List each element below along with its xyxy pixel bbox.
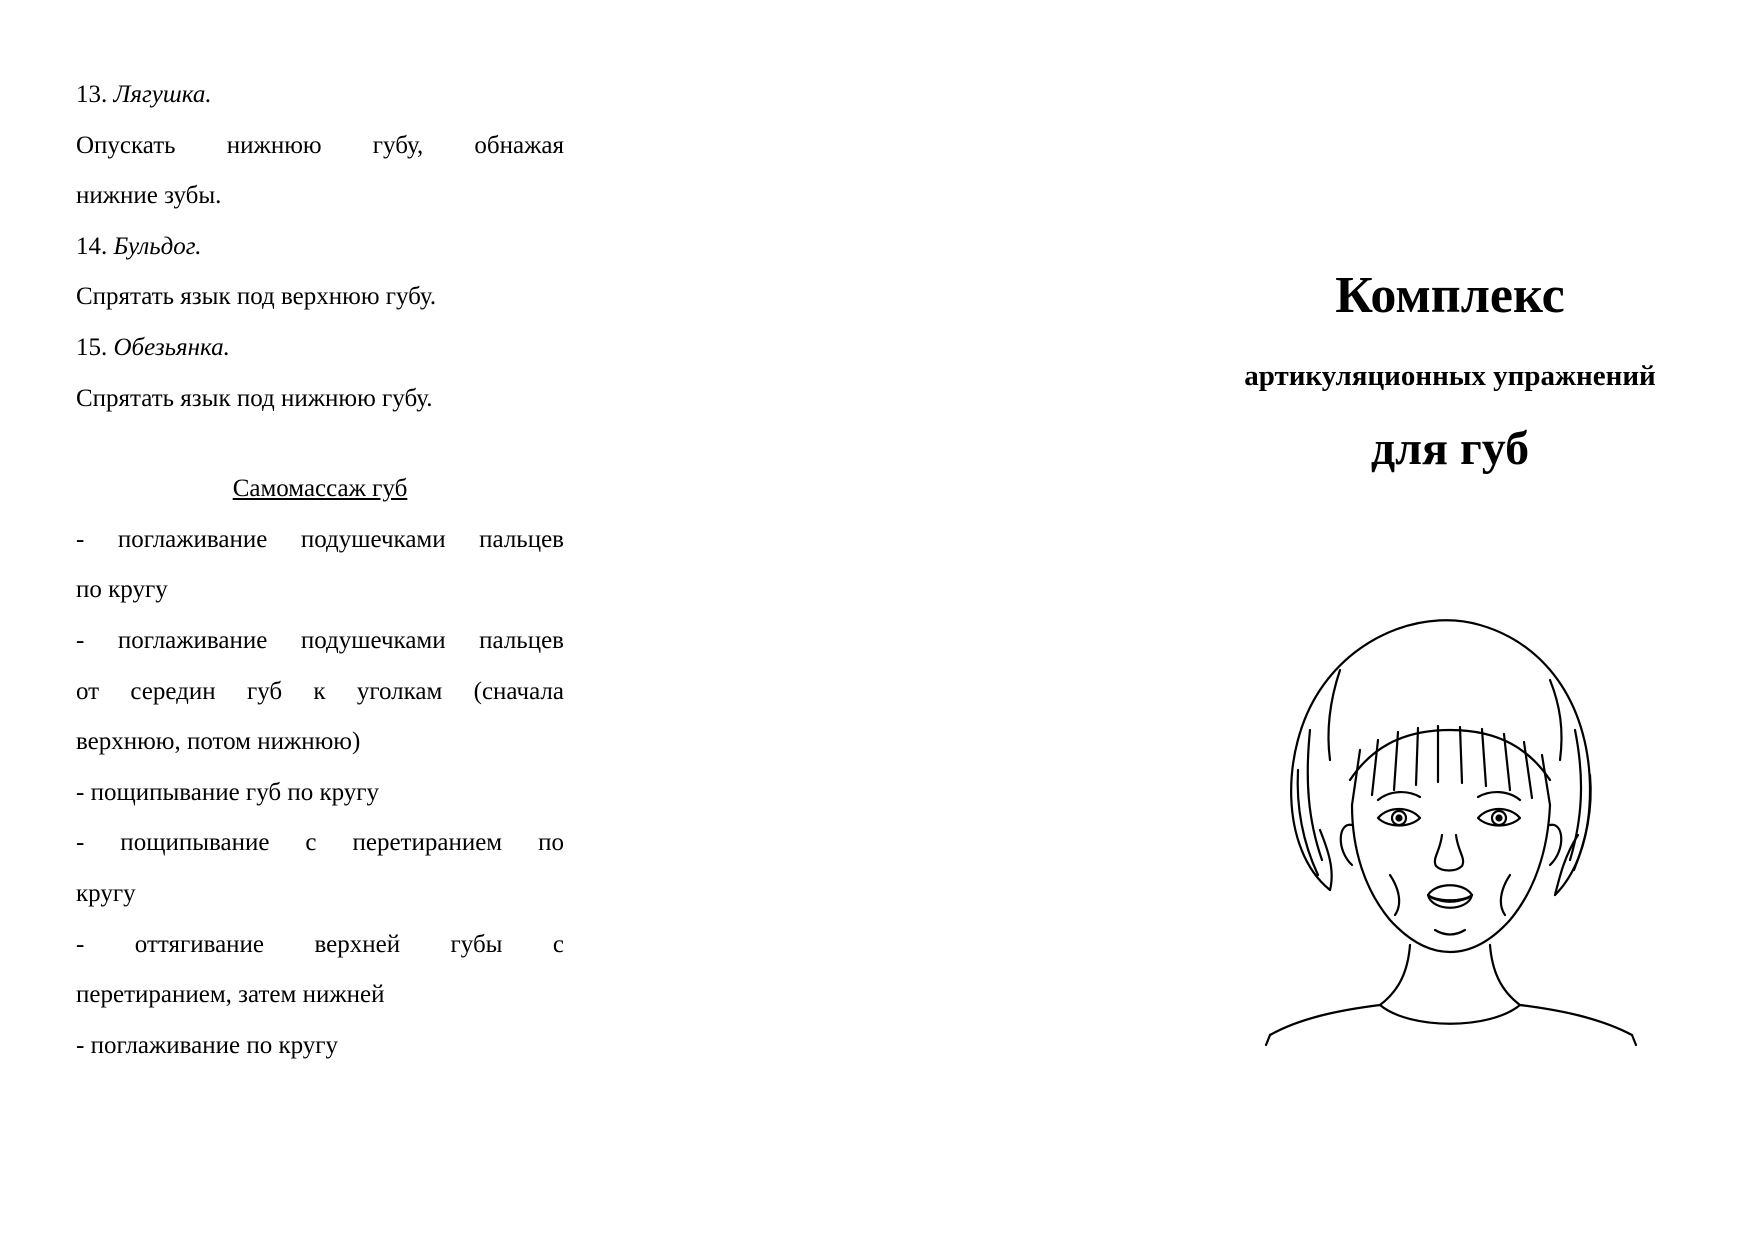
massage-line: - пощипывание губ по кругу xyxy=(76,778,380,806)
exercise-14-heading xyxy=(76,222,564,273)
child-face-illustration-icon xyxy=(1260,590,1640,1050)
massage-line: от середин губ к уголкам (сначала xyxy=(76,677,564,705)
cover-title-main: Комплекс xyxy=(1335,267,1565,324)
massage-heading: Самомассаж губ xyxy=(232,475,408,503)
exercise-13-text-line-1: Опускать нижнюю губу, обнажая xyxy=(76,131,564,159)
exercise-13-text-line-2: нижние зубы. xyxy=(76,182,222,210)
massage-line: перетиранием, затем нижней xyxy=(76,981,385,1009)
exercise-13-number: 13. xyxy=(76,81,108,108)
massage-line: по кругу xyxy=(76,576,168,604)
massage-line: верхнюю, потом нижнюю) xyxy=(76,728,361,756)
exercise-15-heading xyxy=(76,323,564,374)
massage-line: - поглаживание подушечками пальцев xyxy=(76,525,564,553)
exercise-14-number: 14. xyxy=(76,232,108,260)
exercise-15-text: Спрятать язык под нижнюю губу. xyxy=(76,384,433,412)
exercise-14-text: Спрятать язык под верхнюю губу. xyxy=(76,283,437,311)
exercise-text-column xyxy=(76,70,564,1071)
massage-line: - пощипывание с перетиранием по xyxy=(76,829,564,857)
massage-line: - поглаживание подушечками пальцев xyxy=(76,626,564,654)
massage-line: - поглаживание по кругу xyxy=(76,1031,339,1059)
exercise-14-name: Бульдог. xyxy=(113,232,202,260)
exercise-15-name: Обезьянка. xyxy=(113,333,230,361)
exercise-13-name: Лягушка. xyxy=(113,81,212,108)
exercise-15-number: 15. xyxy=(76,333,108,361)
cover-title-subtitle: артикуляционных упражнений xyxy=(1244,360,1656,392)
exercise-13-heading xyxy=(76,70,564,121)
cover-title-block xyxy=(1190,267,1710,476)
massage-line: - оттягивание верхней губы с xyxy=(76,930,564,958)
cover-title-end: для губ xyxy=(1370,422,1530,475)
massage-line: кругу xyxy=(76,879,136,907)
